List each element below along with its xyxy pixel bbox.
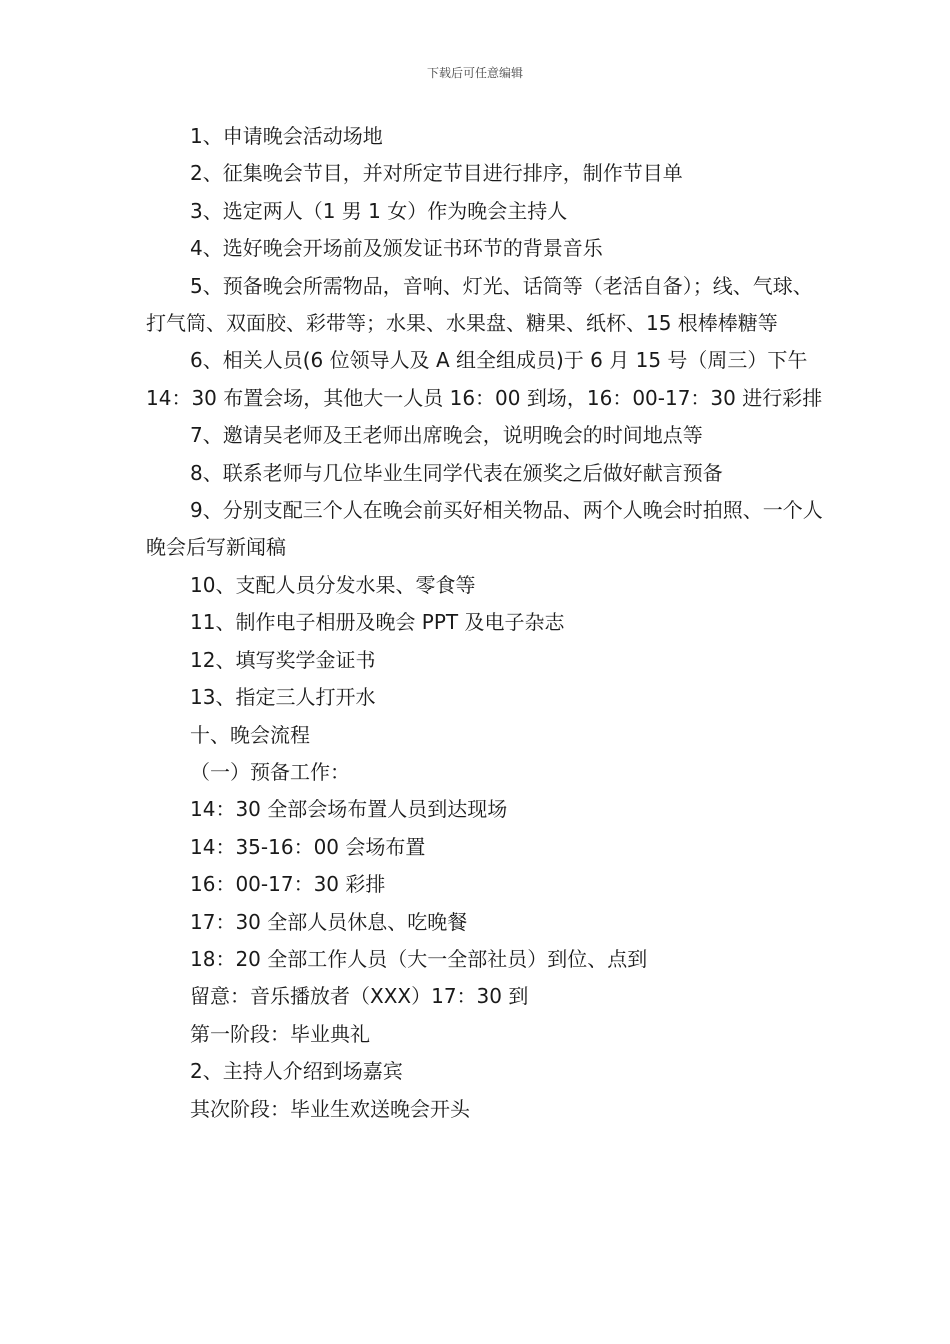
paragraph: 2、主持人介绍到场嘉宾 [190,1059,403,1084]
schedule-item: 17：30 全部人员休息、吃晚餐 [190,909,468,934]
document-body [146,118,826,1128]
paragraph: 12、填写奖学金证书 [190,647,376,672]
paragraph: 1、申请晚会活动场地 [190,124,383,148]
paragraph: 4、选好晚会开场前及颁发证书环节的背景音乐 [190,236,603,261]
paragraph: 9、分别支配三个人在晚会前买好相关物品、两个人晚会时拍照、一个人晚会后写新闻稿 [146,498,823,560]
schedule-item: 16：00-17：30 彩排 [190,872,386,897]
paragraph: 11、制作电子相册及晚会 PPT 及电子杂志 [190,610,565,635]
paragraph: 10、支配人员分发水果、零食等 [190,572,476,597]
paragraph: 8、联系老师与几位毕业生同学代表在颁奖之后做好献言预备 [190,460,723,485]
paragraph: 3、选定两人（1 男 1 女）作为晚会主持人 [190,198,568,223]
paragraph: 7、邀请吴老师及王老师出席晚会，说明晚会的时间地点等 [190,423,703,448]
stage-heading: 其次阶段：毕业生欢送晚会开头 [190,1096,470,1121]
stage-heading: 第一阶段：毕业典礼 [190,1021,370,1046]
paragraph: 5、预备晚会所需物品，音响、灯光、话筒等（老活自备）；线、气球、打气筒、双面胶、彩带等；水果、水果盘、糖果、纸杯、15 根棒棒糖等 [146,273,813,336]
paragraph: 2、征集晚会节目，并对所定节目进行排序，制作节目单 [190,161,683,186]
paragraph: 6、相关人员(6 位领导人及 A 组全组成员)于 6 月 15 号（周三）下午 14：30 布置会场，其他大一人员 16：00 到场，16：00-17：30 进行彩排 [146,348,823,410]
schedule-item: 14：35-16：00 会场布置 [190,834,426,859]
section-heading: 十、晚会流程 [190,722,310,747]
paragraph: 13、指定三人打开水 [190,685,376,710]
schedule-item: 14：30 全部会场布置人员到达现场 [190,797,508,822]
page-header: 下载后可任意编辑 [426,66,523,80]
note: 留意：音乐播放者（XXX）17：30 到 [190,984,529,1009]
subsection-heading: （一）预备工作： [190,759,350,784]
schedule-item: 18：20 全部工作人员（大一全部社员）到位、点到 [190,946,648,971]
